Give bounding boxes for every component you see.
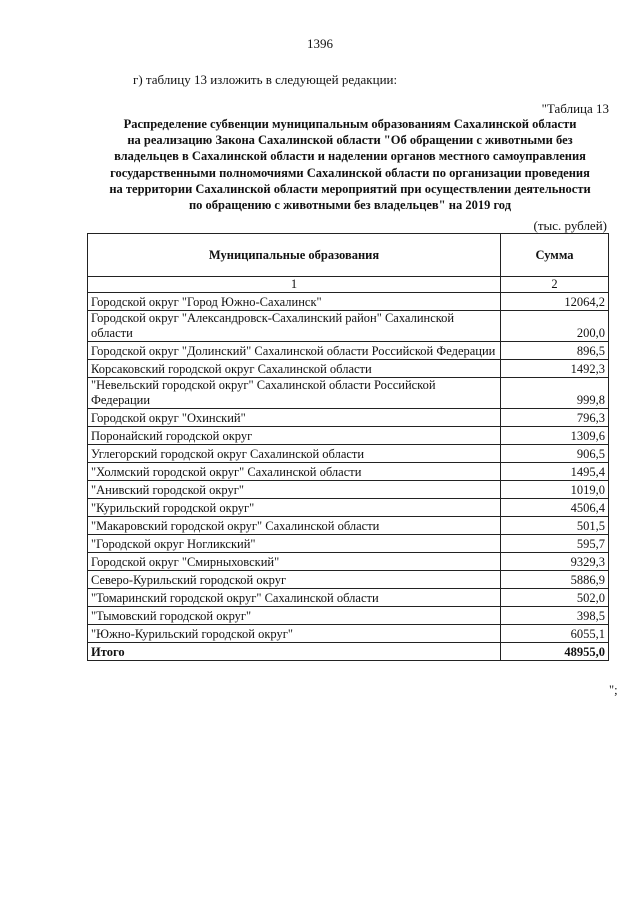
table-reference: "Таблица 13 bbox=[541, 101, 609, 116]
table-row bbox=[88, 409, 609, 427]
municipality-name: "Макаровский городской округ" Сахалинской области bbox=[88, 517, 501, 535]
subvention-sum: 896,5 bbox=[501, 342, 609, 360]
table-row bbox=[88, 589, 609, 607]
subvention-sum: 595,7 bbox=[501, 535, 609, 553]
column-number: 1 bbox=[88, 277, 501, 293]
municipality-name: "Невельский городской округ" Сахалинской области Российской Федерации bbox=[88, 378, 501, 409]
municipality-name: Городской округ "Охинский" bbox=[88, 409, 501, 427]
header-municipality: Муниципальные образования bbox=[88, 234, 501, 277]
subvention-sum: 1309,6 bbox=[501, 427, 609, 445]
table-row bbox=[88, 535, 609, 553]
table-row bbox=[88, 625, 609, 643]
table-row bbox=[88, 607, 609, 625]
subvention-sum: 999,8 bbox=[501, 378, 609, 409]
subvention-sum: 6055,1 bbox=[501, 625, 609, 643]
table-row bbox=[88, 499, 609, 517]
subvention-sum: 200,0 bbox=[501, 311, 609, 342]
subvention-sum: 1495,4 bbox=[501, 463, 609, 481]
table-row bbox=[88, 427, 609, 445]
table-row bbox=[88, 571, 609, 589]
table-row bbox=[88, 517, 609, 535]
header-sum: Сумма bbox=[501, 234, 609, 277]
table-row bbox=[88, 378, 609, 409]
table-row bbox=[88, 293, 609, 311]
closing-quote: "; bbox=[609, 683, 618, 697]
subvention-sum: 796,3 bbox=[501, 409, 609, 427]
table-row bbox=[88, 311, 609, 342]
subvention-sum: 906,5 bbox=[501, 445, 609, 463]
municipality-name: "Курильский городской округ" bbox=[88, 499, 501, 517]
table-row bbox=[88, 463, 609, 481]
municipality-name: Городской округ "Смирныховский" bbox=[88, 553, 501, 571]
intro-text: г) таблицу 13 изложить в следующей редакции: bbox=[133, 72, 398, 87]
subvention-sum: 501,5 bbox=[501, 517, 609, 535]
page-number: 1396 bbox=[307, 36, 333, 51]
municipality-name: "Тымовский городской округ" bbox=[88, 607, 501, 625]
municipality-name: "Южно-Курильский городской округ" bbox=[88, 625, 501, 643]
subvention-sum: 5886,9 bbox=[501, 571, 609, 589]
municipality-name: Поронайский городской округ bbox=[88, 427, 501, 445]
municipality-name: Углегорский городской округ Сахалинской области bbox=[88, 445, 501, 463]
title-line: государственными полномочиями Сахалинской области по организации проведения bbox=[110, 165, 590, 180]
total-label: Итого bbox=[88, 643, 501, 661]
municipality-name: Корсаковский городской округ Сахалинской области bbox=[88, 360, 501, 378]
units-label: (тыс. рублей) bbox=[533, 218, 607, 233]
title-line: Распределение субвенции муниципальным образованиям Сахалинской области bbox=[123, 117, 577, 131]
subvention-sum: 1492,3 bbox=[501, 360, 609, 378]
title-line: на реализацию Закона Сахалинской области "Об обращении с животными без bbox=[127, 133, 573, 148]
table-body bbox=[88, 277, 609, 661]
title-line: на территории Сахалинской области мероприятий при осуществлении деятельности bbox=[109, 181, 591, 196]
subvention-sum: 502,0 bbox=[501, 589, 609, 607]
table-row bbox=[88, 481, 609, 499]
table-row bbox=[88, 360, 609, 378]
column-number-row bbox=[88, 277, 609, 293]
municipality-name: Городской округ "Долинский" Сахалинской области Российской Федерации bbox=[88, 342, 501, 360]
table-row bbox=[88, 445, 609, 463]
header-row bbox=[88, 234, 609, 277]
table-title bbox=[90, 116, 610, 213]
municipality-name: "Анивский городской округ" bbox=[88, 481, 501, 499]
table-row bbox=[88, 553, 609, 571]
column-number: 2 bbox=[501, 277, 609, 293]
subvention-sum: 1019,0 bbox=[501, 481, 609, 499]
table-row bbox=[88, 342, 609, 360]
municipality-name: "Городской округ Ногликский" bbox=[88, 535, 501, 553]
total-row bbox=[88, 643, 609, 661]
subvention-sum: 4506,4 bbox=[501, 499, 609, 517]
municipality-name: "Томаринский городской округ" Сахалинской области bbox=[88, 589, 501, 607]
total-sum: 48955,0 bbox=[501, 643, 609, 661]
municipality-name: Городской округ "Александровск-Сахалинский район" Сахалинской области bbox=[88, 311, 501, 342]
municipality-name: Северо-Курильский городской округ bbox=[88, 571, 501, 589]
subvention-sum: 9329,3 bbox=[501, 553, 609, 571]
subvention-sum: 12064,2 bbox=[501, 293, 609, 311]
subvention-table bbox=[87, 233, 609, 661]
title-line: владельцев в Сахалинской области и наделении органов местного самоуправления bbox=[114, 149, 586, 164]
municipality-name: "Холмский городской округ" Сахалинской области bbox=[88, 463, 501, 481]
municipality-name: Городской округ "Город Южно-Сахалинск" bbox=[88, 293, 501, 311]
subvention-sum: 398,5 bbox=[501, 607, 609, 625]
title-line: по обращению с животными без владельцев" на 2019 год bbox=[188, 198, 512, 213]
